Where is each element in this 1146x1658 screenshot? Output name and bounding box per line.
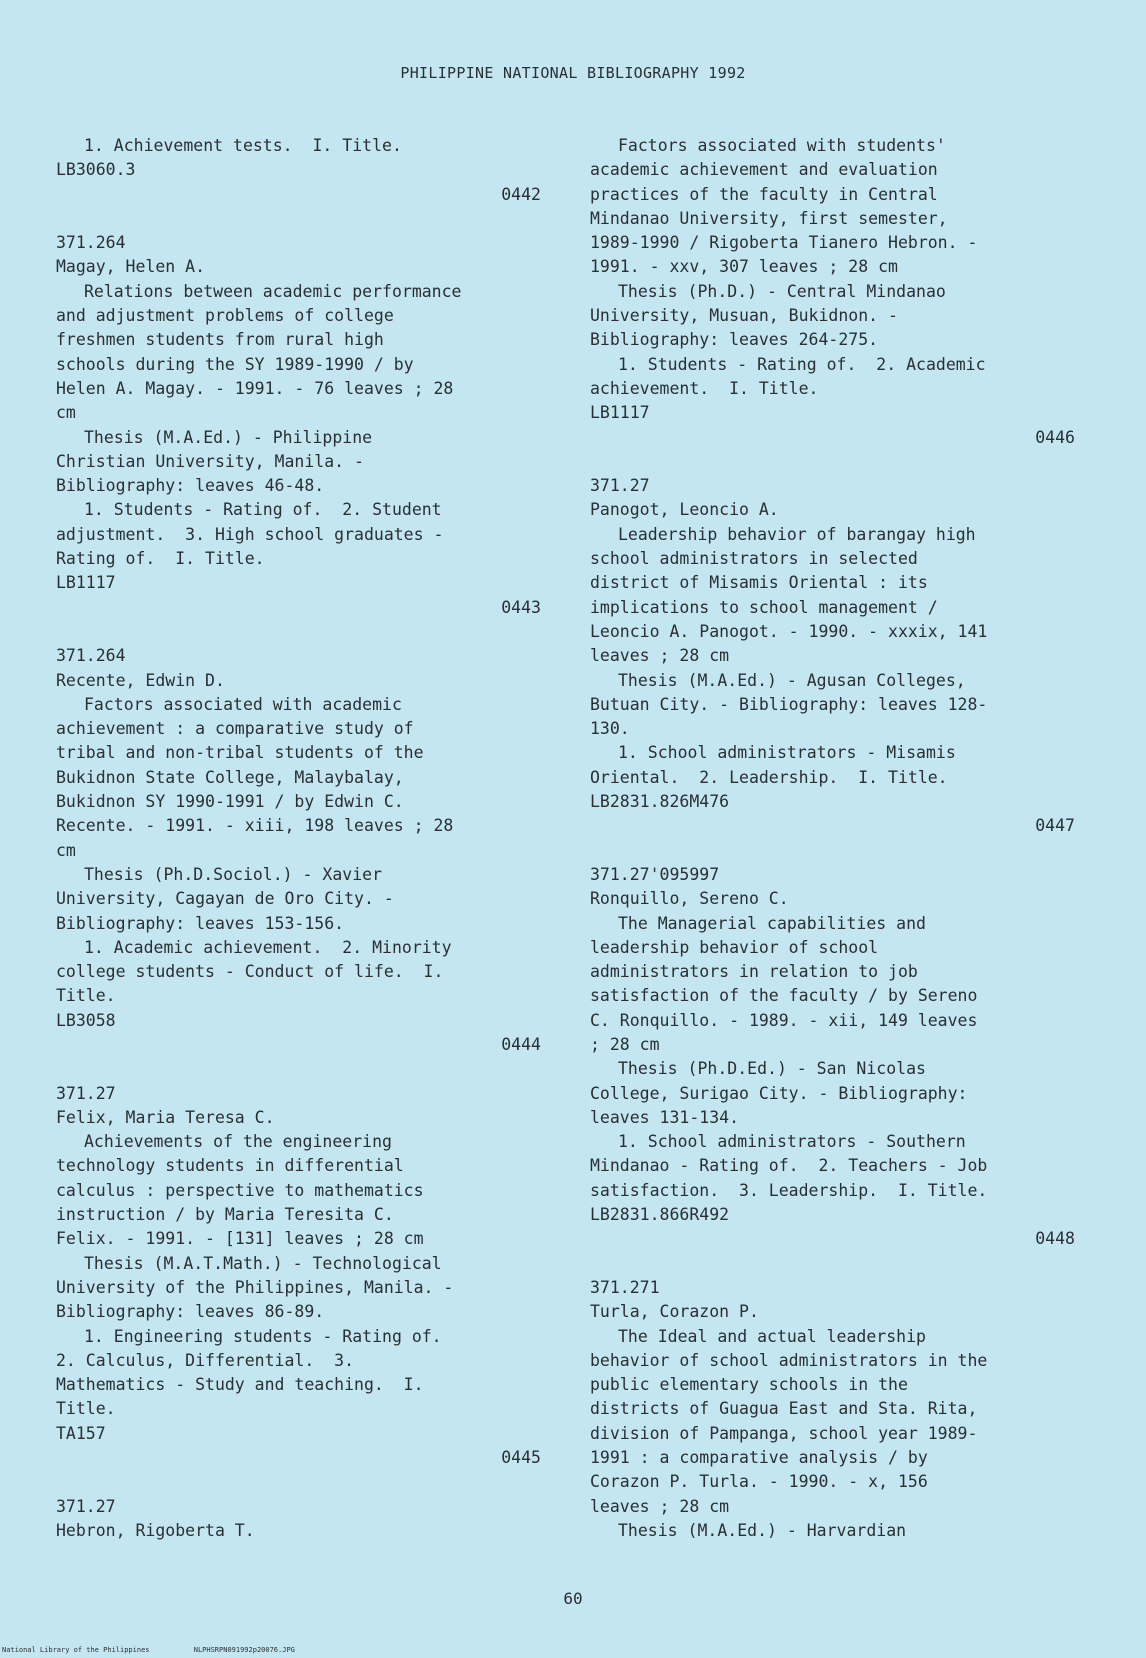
bibliography-line: LB2831.826M476 — [590, 792, 730, 812]
bibliography-line: Relations between academic performance — [84, 281, 462, 301]
entry-separator — [590, 839, 1075, 863]
bibliography-line: Achievements of the engineering — [84, 1132, 392, 1152]
bibliography-line: Thesis (M.A.T.Math.) - Technological — [84, 1253, 442, 1273]
right-column — [590, 134, 1075, 1543]
entry-separator — [56, 1470, 541, 1494]
bibliography-line: Oriental. 2. Leadership. I. Title. — [590, 767, 948, 787]
bibliography-line: Magay, Helen A. — [56, 257, 206, 277]
bibliography-line: 2. Calculus, Differential. 3. — [56, 1350, 355, 1370]
entry-separator — [590, 1252, 1075, 1276]
bibliography-line: Turla, Corazon P. — [590, 1302, 759, 1322]
bibliography-line: Christian University, Manila. - — [56, 451, 364, 471]
bibliography-line: achievement. I. Title. — [590, 378, 819, 398]
bibliography-line: practices of the faculty in Central — [590, 184, 938, 204]
bibliography-line: 1. Achievement tests. I. Title. — [84, 136, 402, 155]
entry-number: 0443 — [501, 597, 541, 617]
entry-number: 0448 — [1035, 1229, 1075, 1249]
bibliography-line: LB1117 — [56, 573, 116, 593]
entry-number: 0444 — [501, 1034, 541, 1054]
bibliography-line: 1. Engineering students - Rating of. — [84, 1326, 442, 1346]
bibliography-line: Rating of. I. Title. — [56, 549, 265, 569]
bibliography-line: University, Musuan, Bukidnon. - — [590, 306, 898, 326]
bibliography-line: Felix, Maria Teresa C. — [56, 1107, 275, 1127]
bibliography-line: LB3058 — [56, 1010, 116, 1030]
bibliography-line: freshmen students from rural high — [56, 330, 384, 350]
bibliography-line: 1. Students - Rating of. 2. Student — [84, 500, 442, 520]
bibliography-line: Title. — [56, 986, 116, 1006]
bibliography-line: Factors associated with academic — [84, 694, 402, 714]
bibliography-line: Mindanao - Rating of. 2. Teachers - Job — [590, 1156, 988, 1176]
bibliography-line: cm — [56, 840, 76, 860]
bibliography-line: leaves ; 28 cm — [590, 1496, 730, 1516]
bibliography-line: Bukidnon State College, Malaybalay, — [56, 767, 404, 787]
bibliography-line: public elementary schools in the — [590, 1375, 908, 1395]
bibliography-line: Bibliography: leaves 264-275. — [590, 330, 879, 350]
bibliography-line: academic achievement and evaluation — [590, 160, 938, 180]
bibliography-line: Butuan City. - Bibliography: leaves 128- — [590, 694, 988, 714]
bibliography-line: University of the Philippines, Manila. - — [56, 1277, 454, 1297]
bibliography-line: technology students in differential — [56, 1156, 404, 1176]
bibliography-line: cm — [56, 403, 76, 423]
bibliography-line: Leoncio A. Panogot. - 1990. - xxxix, 141 — [590, 621, 988, 641]
bibliography-line: achievement : a comparative study of — [56, 719, 414, 739]
entry-number: 0447 — [1035, 816, 1075, 836]
bibliography-line: behavior of school administrators in the — [590, 1350, 988, 1370]
bibliography-line: 1. School administrators - Misamis — [618, 743, 956, 763]
bibliography-line: 371.271 — [590, 1277, 660, 1297]
bibliography-line: and adjustment problems of college — [56, 306, 394, 326]
scan-footer — [2, 1646, 335, 1654]
bibliography-line: implications to school management / — [590, 597, 938, 617]
bibliography-line: Thesis (M.A.Ed.) - Agusan Colleges, — [618, 670, 966, 690]
bibliography-line: Corazon P. Turla. - 1990. - x, 156 — [590, 1472, 928, 1492]
bibliography-line: Thesis (M.A.Ed.) - Philippine — [84, 427, 373, 447]
bibliography-line: Title. — [56, 1399, 116, 1419]
page-header: PHILIPPINE NATIONAL BIBLIOGRAPHY 1992 — [400, 64, 746, 82]
bibliography-line: LB2831.866R492 — [590, 1205, 730, 1225]
bibliography-line: college students - Conduct of life. I. — [56, 962, 444, 982]
bibliography-line: Thesis (M.A.Ed.) - Harvardian — [618, 1520, 907, 1540]
entry-number: 0446 — [1035, 427, 1075, 447]
bibliography-line: ; 28 cm — [590, 1034, 660, 1054]
footer-library: National Library of the Philippines — [2, 1646, 150, 1654]
bibliography-line: districts of Guagua East and Sta. Rita, — [590, 1399, 978, 1419]
bibliography-line: 130. — [590, 719, 630, 739]
bibliography-line: Bibliography: leaves 86-89. — [56, 1302, 325, 1322]
bibliography-line: calculus : perspective to mathematics — [56, 1180, 424, 1200]
bibliography-line: 1991. - xxv, 307 leaves ; 28 cm — [590, 257, 898, 277]
bibliography-line: Recente, Edwin D. — [56, 670, 225, 690]
bibliography-line: Helen A. Magay. - 1991. - 76 leaves ; 28 — [56, 378, 454, 398]
bibliography-line: satisfaction. 3. Leadership. I. Title. — [590, 1180, 988, 1200]
bibliography-line: 1. Academic achievement. 2. Minority — [84, 937, 452, 957]
bibliography-line: 371.27 — [590, 476, 650, 496]
bibliography-line: 1989-1990 / Rigoberta Tianero Hebron. - — [590, 233, 978, 253]
entry-separator — [56, 1057, 541, 1081]
bibliography-line: University, Cagayan de Oro City. - — [56, 889, 394, 909]
bibliography-line: Ronquillo, Sereno C. — [590, 889, 789, 909]
bibliography-line: Leadership behavior of barangay high — [618, 524, 976, 544]
bibliography-line: C. Ronquillo. - 1989. - xii, 149 leaves — [590, 1010, 978, 1030]
bibliography-line: 371.27'095997 — [590, 864, 720, 884]
entry-separator — [56, 620, 541, 644]
bibliography-line: Bukidnon SY 1990-1991 / by Edwin C. — [56, 792, 404, 812]
bibliography-line: administrators in relation to job — [590, 962, 918, 982]
entry-separator — [590, 450, 1075, 474]
bibliography-line: Thesis (Ph.D.) - Central Mindanao — [618, 281, 946, 301]
bibliography-line: satisfaction of the faculty / by Sereno — [590, 986, 978, 1006]
bibliography-line: 1991 : a comparative analysis / by — [590, 1448, 928, 1468]
bibliography-line: 371.27 — [56, 1083, 116, 1103]
entry-separator — [56, 207, 541, 231]
bibliography-line: Felix. - 1991. - [131] leaves ; 28 cm — [56, 1229, 424, 1249]
bibliography-line: leaves ; 28 cm — [590, 646, 730, 666]
bibliography-line: Mindanao University, first semester, — [590, 208, 948, 228]
bibliography-line: LB1117 — [590, 403, 650, 423]
footer-file: NLPHSRPN091992p20076.JPG — [193, 1646, 295, 1654]
bibliography-line: adjustment. 3. High school graduates - — [56, 524, 444, 544]
entry-number: 0445 — [501, 1448, 541, 1468]
bibliography-line: 1. School administrators - Southern — [618, 1132, 966, 1152]
bibliography-line: Bibliography: leaves 46-48. — [56, 476, 325, 496]
bibliography-line: 371.264 — [56, 233, 126, 253]
bibliography-line: leaves 131-134. — [590, 1107, 740, 1127]
bibliography-line: school administrators in selected — [590, 549, 918, 569]
bibliography-line: Panogot, Leoncio A. — [590, 500, 779, 520]
page-number: 60 — [563, 1589, 583, 1608]
bibliography-line: 1. Students - Rating of. 2. Academic — [618, 354, 986, 374]
bibliography-line: The Ideal and actual leadership — [618, 1326, 926, 1346]
bibliography-line: The Managerial capabilities and — [618, 913, 926, 933]
bibliography-line: Factors associated with students' — [618, 136, 946, 155]
bibliography-line: instruction / by Maria Teresita C. — [56, 1205, 394, 1225]
entry-number: 0442 — [501, 184, 541, 204]
bibliography-line: Thesis (Ph.D.Ed.) - San Nicolas — [618, 1059, 926, 1079]
bibliography-line: Mathematics - Study and teaching. I. — [56, 1375, 424, 1395]
bibliography-line: 371.264 — [56, 646, 126, 666]
bibliography-line: College, Surigao City. - Bibliography: — [590, 1083, 968, 1103]
bibliography-line: Recente. - 1991. - xiii, 198 leaves ; 28 — [56, 816, 454, 836]
bibliography-line: LB3060.3 — [56, 160, 136, 180]
bibliography-line: leadership behavior of school — [590, 937, 879, 957]
bibliography-line: tribal and non-tribal students of the — [56, 743, 424, 763]
bibliography-line: Bibliography: leaves 153-156. — [56, 913, 345, 933]
bibliography-line: division of Pampanga, school year 1989- — [590, 1423, 978, 1443]
bibliography-line: 371.27 — [56, 1496, 116, 1516]
bibliography-line: Hebron, Rigoberta T. — [56, 1520, 255, 1540]
left-column — [56, 134, 541, 1543]
bibliography-line: schools during the SY 1989-1990 / by — [56, 354, 414, 374]
bibliography-line: district of Misamis Oriental : its — [590, 573, 928, 593]
bibliography-line: TA157 — [56, 1423, 106, 1443]
bibliography-line: Thesis (Ph.D.Sociol.) - Xavier — [84, 864, 383, 884]
